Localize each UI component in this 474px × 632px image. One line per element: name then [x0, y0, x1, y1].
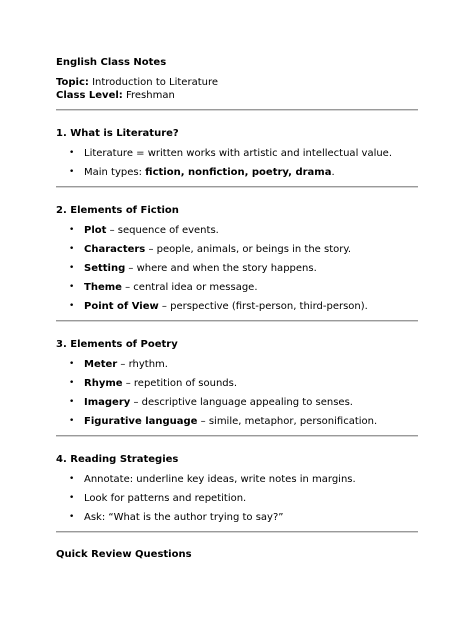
bullet-icon: •	[69, 263, 75, 273]
list-item	[56, 415, 418, 428]
class-level-label: Class Level:	[56, 90, 123, 101]
section-list-reading-strategies	[56, 473, 418, 524]
item-text: Ask: “What is the author trying to say?”	[84, 512, 284, 523]
list-item	[56, 377, 418, 390]
list-item	[56, 396, 418, 409]
divider	[56, 531, 418, 533]
section-list-literature	[56, 147, 418, 179]
bullet-icon: •	[69, 167, 75, 177]
section-list-poetry	[56, 358, 418, 428]
section-list-fiction	[56, 224, 418, 313]
bullet-icon: •	[69, 244, 75, 254]
item-text: – descriptive language appealing to senses.	[130, 397, 353, 408]
notes-page	[56, 56, 418, 561]
item-text: Look for patterns and repetition.	[84, 493, 247, 504]
bullet-icon: •	[69, 397, 75, 407]
item-term: Point of View	[84, 301, 159, 312]
bullet-icon: •	[69, 282, 75, 292]
list-item	[56, 243, 418, 256]
bullet-icon: •	[69, 225, 75, 235]
item-text: – people, animals, or beings in the story.	[145, 244, 352, 255]
section-heading-literature: 1. What is Literature?	[56, 128, 179, 139]
item-tail: .	[331, 167, 335, 178]
bullet-icon: •	[69, 301, 75, 311]
item-text: – where and when the story happens.	[125, 263, 317, 274]
topic-line	[56, 76, 418, 89]
item-text: Main types:	[84, 167, 146, 178]
section-heading-fiction: 2. Elements of Fiction	[56, 205, 179, 216]
bullet-icon: •	[69, 416, 75, 426]
topic-value: Introduction to Literature	[92, 77, 218, 88]
item-text: – simile, metaphor, personification.	[197, 416, 378, 427]
item-term: Plot	[84, 225, 107, 236]
item-term: Characters	[84, 244, 146, 255]
bullet-icon: •	[69, 474, 75, 484]
item-text: – rhythm.	[117, 359, 168, 370]
item-term: Theme	[84, 282, 122, 293]
list-item	[56, 358, 418, 371]
item-text: – sequence of events.	[106, 225, 219, 236]
item-text: Annotate: underline key ideas, write notes in margins.	[84, 474, 356, 485]
divider	[56, 435, 418, 437]
divider	[56, 320, 418, 322]
section-heading-poetry: 3. Elements of Poetry	[56, 339, 178, 350]
document-title: English Class Notes	[56, 57, 167, 68]
class-level-value: Freshman	[125, 90, 175, 101]
divider	[56, 186, 418, 188]
divider	[56, 109, 418, 111]
bullet-icon: •	[69, 512, 75, 522]
item-term: Imagery	[84, 397, 131, 408]
quick-review-heading: Quick Review Questions	[56, 549, 192, 560]
bullet-icon: •	[69, 493, 75, 503]
item-text: – central idea or message.	[121, 282, 258, 293]
item-term: Meter	[84, 359, 118, 370]
list-item	[56, 281, 418, 294]
list-item	[56, 473, 418, 486]
item-term: Setting	[84, 263, 126, 274]
list-item	[56, 511, 418, 524]
section-heading-reading-strategies: 4. Reading Strategies	[56, 454, 179, 465]
bullet-icon: •	[69, 378, 75, 388]
item-term: Figurative language	[84, 416, 198, 427]
list-item	[56, 224, 418, 237]
item-term: Rhyme	[84, 378, 123, 389]
item-text: – repetition of sounds.	[122, 378, 238, 389]
list-item	[56, 492, 418, 505]
item-bold-text: fiction, nonfiction, poetry, drama	[145, 167, 332, 178]
class-level-line	[56, 89, 418, 102]
topic-label: Topic:	[56, 77, 89, 88]
list-item	[56, 300, 418, 313]
list-item	[56, 262, 418, 275]
item-text: Literature = written works with artistic and intellectual value.	[84, 148, 393, 159]
bullet-icon: •	[69, 148, 75, 158]
item-text: – perspective (first-person, third-person).	[158, 301, 368, 312]
list-item	[56, 147, 418, 160]
list-item	[56, 166, 418, 179]
bullet-icon: •	[69, 359, 75, 369]
